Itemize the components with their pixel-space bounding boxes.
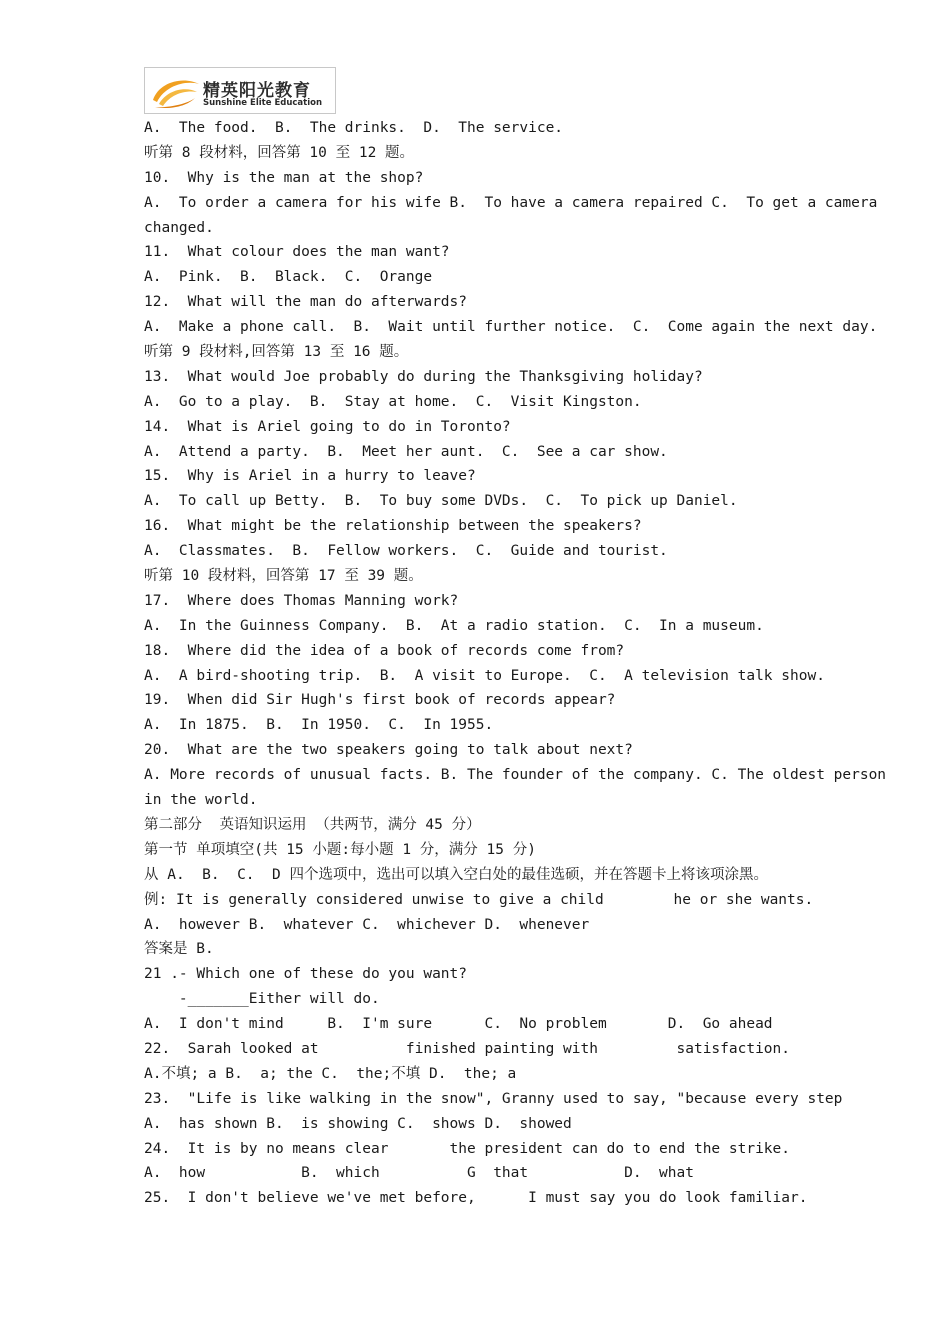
logo-english-name: Sunshine Elite Education [203, 98, 323, 108]
text-line: 13. What would Joe probably do during the Thanksgiving holiday? [144, 368, 703, 385]
text-line: 14. What is Ariel going to do in Toronto? [144, 418, 511, 435]
text-line: 12. What will the man do afterwards? [144, 294, 468, 311]
text-line: -_______Either will do. [144, 991, 380, 1008]
text-line: 15. Why is Ariel in a hurry to leave? [144, 468, 476, 485]
text-line: 18. Where did the idea of a book of records come from? [144, 642, 625, 659]
text-line: 11. What colour does the man want? [144, 244, 450, 261]
logo-chinese-name: 精英阳光教育 [203, 81, 311, 101]
text-line: 24. It is by no means clear the president can do to end the strike. [144, 1140, 791, 1157]
text-line: A. how B. which G that D. what [144, 1165, 694, 1182]
text-line: 例: It is generally considered unwise to give a child he or she wants. [144, 891, 814, 908]
sunshine-swirl-icon [149, 74, 203, 110]
text-line: A. In 1875. B. In 1950. C. In 1955. [144, 717, 494, 734]
text-line: A. Attend a party. B. Meet her aunt. C. See a car show. [144, 443, 668, 460]
text-line: 20. What are the two speakers going to talk about next? [144, 742, 633, 759]
text-line: 听第 9 段材料,回答第 13 至 16 题。 [144, 344, 409, 361]
text-line: A.不填; a B. a; the C. the;不填 D. the; a [144, 1065, 517, 1082]
text-line: in the world. [144, 792, 258, 809]
text-line: A. The food. B. The drinks. D. The service. [144, 120, 564, 136]
text-line: 答案是 B. [144, 941, 214, 958]
document-body [144, 116, 887, 1211]
text-line: A. Make a phone call. B. Wait until further notice. C. Come again the next day. [144, 319, 878, 336]
text-line: 第一节 单项填空(共 15 小题:每小题 1 分，满分 15 分) [144, 841, 536, 858]
text-line: A. Go to a play. B. Stay at home. C. Visit Kingston. [144, 393, 642, 410]
text-line: A. A bird-shooting trip. B. A visit to Europe. C. A television talk show. [144, 667, 825, 684]
text-line: 25. I don't believe we've met before, I must say you do look familiar. [144, 1190, 808, 1207]
text-line: 17. Where does Thomas Manning work? [144, 592, 459, 609]
text-line: A. To call up Betty. B. To buy some DVDs. C. To pick up Daniel. [144, 493, 738, 510]
text-line: 10. Why is the man at the shop? [144, 169, 424, 186]
text-line: A. however B. whatever C. whichever D. whenever [144, 916, 590, 933]
text-line: 22. Sarah looked at finished painting with satisfaction. [144, 1040, 791, 1057]
text-line: A. Classmates. B. Fellow workers. C. Guide and tourist. [144, 543, 668, 560]
text-line: A. To order a camera for his wife B. To have a camera repaired C. To get a camera [144, 194, 878, 211]
text-line: 从 A. B. C. D 四个选项中，选出可以填入空白处的最佳选硕，并在答题卡上将该项涂黑。 [144, 866, 768, 883]
logo [144, 67, 336, 114]
text-line: A. Pink. B. Black. C. Orange [144, 269, 433, 286]
text-line: 16. What might be the relationship between the speakers? [144, 518, 642, 535]
text-line: changed. [144, 219, 214, 236]
text-line: 听第 8 段材料，回答第 10 至 12 题。 [144, 144, 415, 161]
text-line: 19. When did Sir Hugh's first book of records appear? [144, 692, 616, 709]
text-line: A. has shown B. is showing C. shows D. showed [144, 1115, 572, 1132]
text-line: 第二部分 英语知识运用 （共两节，满分 45 分） [144, 816, 481, 833]
text-line: A. I don't mind B. I'm sure C. No problem D. Go ahead [144, 1016, 773, 1033]
text-line: A. More records of unusual facts. B. The founder of the company. C. The oldest person [144, 767, 887, 784]
text-line: 21 .- Which one of these do you want? [144, 966, 468, 983]
text-line: 听第 10 段材料，回答第 17 至 39 题。 [144, 568, 423, 585]
text-line: 23. "Life is like walking in the snow", Granny used to say, "because every step [144, 1090, 843, 1107]
text-line: A. In the Guinness Company. B. At a radio station. C. In a museum. [144, 617, 764, 634]
